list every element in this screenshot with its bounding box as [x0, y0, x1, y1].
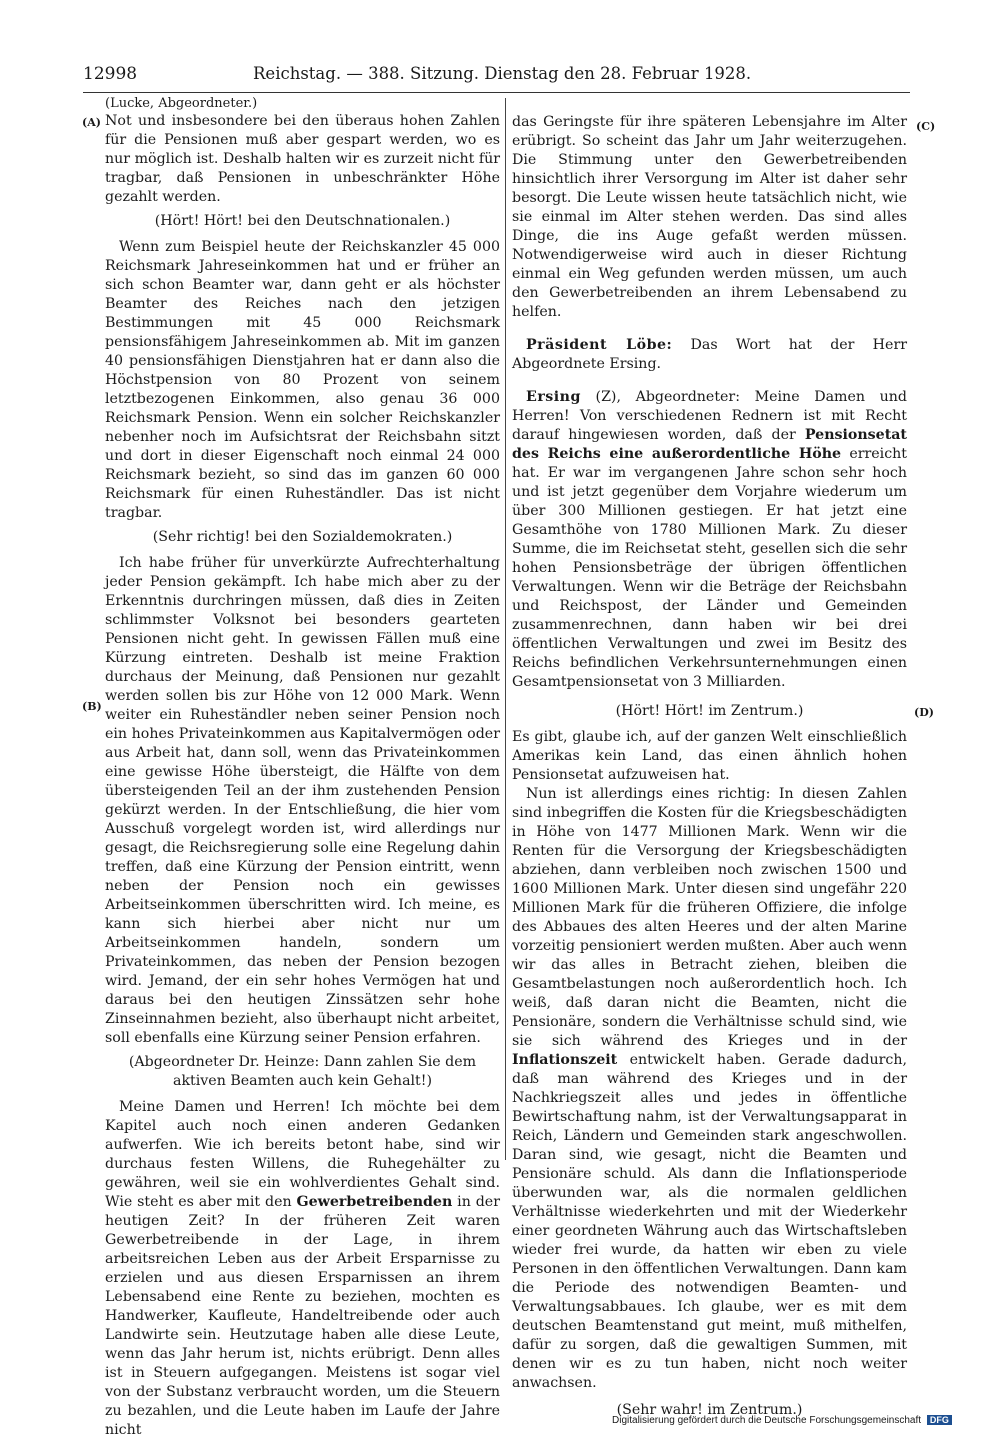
page-number: 12998: [83, 64, 138, 84]
speaker-continuation: (Lucke, Abgeordneter.): [105, 96, 258, 111]
paragraph: das Geringste für ihre späteren Lebensjahre im Alter erübrigt. So scheint das Jahr um Jahr weiterzugehen. Die Stimmung unter den Gewerbetreibenden hinsichtlich ihrer Versorgung im Alter ist daher sehr besorgt. Die Leute wissen heute tatsächlich nicht, wie sie einmal im Alter stehen werden. Das sind alles Dinge, die ins Auge gefaßt werden müssen. Notwendigerweise wird auch in dieser Richtung einmal ein Weg gefunden werden müssen, um auch den Gewerbetreibenden an ihrem Lebensabend zu helfen.: [512, 114, 907, 320]
paragraph: Wenn zum Beispiel heute der Reichskanzler 45 000 Reichsmark Jahreseinkommen hat und er früher an sich schon Beamter war, dann geht er als höchster Beamter des Reiches nach den jetzigen Bestimmungen mit 45 000 Reichsmark pensionsfähigem Jahreseinkommen ab. Mit im ganzen 40 pensionsfähigen Dienstjahren hat er dann also die Höchstpension von 80 Prozent von seinem letztbezogenen Einkommen, also genau 36 000 Reichsmark Pension. Wenn ein solcher Reichskanzler nebenher noch im Aufsichtsrat der Reichsbahn sitzt und dort in dieser Eigenschaft noch einmal 24 000 Reichsmark bezieht, so sind das im ganzen 60 000 Reichsmark für einen Ruheständler. Das ist nicht tragbar.: [105, 239, 500, 521]
margin-marker-d: (D): [914, 706, 934, 719]
running-title: Reichstag. — 388. Sitzung. Dienstag den 28. Februar 1928.: [253, 64, 752, 83]
margin-marker-a: (A): [82, 116, 101, 129]
emphasis: Gewerbetreibenden: [296, 1194, 453, 1210]
paragraph: [105, 1098, 500, 1440]
paragraph: Ich habe früher für unverkürzte Aufrechterhaltung jeder Pension gekämpft. Ich habe mich aber zu der Erkenntnis durchringen müssen, daß dies in Zeiten schlimmster Volksnot bei besonders gearteten Pensionen nicht geht. In gewissen Fällen muß eine Kürzung eintreten. Deshalb ist meine Fraktion durchaus der Meinung, daß Pensionen nur gezahlt werden sollen bis zur Höhe von 12 000 Mark. Wenn weiter ein Ruheständler neben seiner Pension noch ein hohes Privateinkommen aus Kapitalvermögen oder aus Arbeit hat, dann soll, wenn das Privateinkommen eine gewisse Höhe übersteigt, die Hälfte von dem übersteigenden Teil an der ihm zustehenden Pension gekürzt werden. In der Entschließung, die hier vom Ausschuß vorgelegt worden ist, wird allerdings nur gesagt, die Reichsregierung solle eine Regelung dahin treffen, daß eine Kürzung der Pension eintritt, wenn neben der Pension noch ein gewisses Arbeitseinkommen überschritten wird. Ich meine, es kann sich hierbei aber nicht nur um Arbeitseinkommen handeln, sondern um Privateinkommen, das neben der Pension bezogen wird. Jemand, der ein sehr hohes Vermögen hat und daraus bei den heutigen Zinssätzen sehr hohe Zinseinnahmen bezieht, also überhaupt nicht arbeitet, soll ebenfalls eine Kürzung seiner Pension erfahren.: [105, 555, 500, 1046]
paragraph-text: Meine Damen und Herren! Ich möchte bei dem Kapitel auch noch einen anderen Gedanken aufwerfen. Wie ich bereits betont habe, sind wir durchaus festen Willens, die Ruhegehälter zu gewähren, weil sie ein wohlverdientes Gehalt sind. Wie steht es aber mit den: [105, 1099, 500, 1210]
ersing-paragraph: [512, 388, 907, 692]
interjection: (Hört! Hört! bei den Deutschnationalen.): [154, 213, 451, 229]
emphasis: Inflationszeit: [512, 1052, 618, 1068]
interjection: (Hört! Hört! im Zentrum.): [615, 703, 804, 719]
speaker-name: Präsident Löbe:: [526, 337, 673, 353]
paragraph-text: entwickelt haben. Gerade dadurch, daß man während des Krieges und in der Nachkriegszeit alles und jedes in öffentliche Bewirtschaftung nahm, ist der Verwaltungsapparat in Reich, Ländern und Gemeinden stark angeschwollen. Daran sind, wie gesagt, nicht die Beamten und Pensionäre schuld. Als dann die Inflationsperiode überwunden war, als die normalen geldlichen Verhältnisse wiederkehrten und mit der Wiederkehr einer geordneten Währung auch das Wirtschaftsleben wieder frei wurde, da hatten wir eben zu viele Personen in den öffentlichen Verwaltungen. Dann kam die Periode des notwendigen Beamten- und Verwaltungsabbaues. Ich glaube, wer es mit dem deutschen Beamtenstand gut meint, muß mithelfen, dafür zu sorgen, daß die gewaltigen Summen, mit denen wir es zu tun haben, nicht noch weiter anwachsen.: [512, 1052, 907, 1391]
paragraph-text: Nun ist allerdings eines richtig: In diesen Zahlen sind inbegriffen die Kosten für die Kriegsbeschädigten in Höhe von 1477 Millionen Mark. Wenn wir die Renten für die Versorgung der Kriegsbeschädigten abziehen, dann verbleiben noch zwischen 1500 und 1600 Millionen Mark. Unter diesen sind ungefähr 220 Millionen Mark für die früheren Offiziere, die infolge des Abbaues des alten Heeres und der alten Marine vorzeitig pensioniert werden mußten. Aber auch wenn wir das alles in Betracht ziehen, bleiben die Gesamtbelastungen noch außerordentlich hoch. Ich weiß, daß daran nicht die Beamten, nicht die Pensionäre, sondern die Verhältnisse schuld sind, wie sie sich während des Krieges und in der: [512, 786, 907, 1049]
column-divider: [505, 98, 506, 1160]
margin-marker-c: (C): [916, 120, 936, 133]
interjection: (Sehr wahr! im Zentrum.): [616, 1402, 803, 1418]
paragraph: Es gibt, glaube ich, auf der ganzen Welt einschließlich Amerikas kein Land, das einen ähnlich hohen Pensionsetat aufzuweisen hat.: [512, 729, 907, 783]
paragraph: [512, 785, 907, 1393]
emphasis: Pensionsetat des Reichs eine außerordentliche Höhe: [512, 427, 907, 462]
paragraph-text: erreicht hat. Er war im vergangenen Jahre schon sehr hoch und ist jetzt gegenüber dem Vorjahre wiederum um über 300 Millionen gestiegen. Er hat jetzt eine Gesamthöhe von 1780 Millionen Mark. Zu dieser Summe, die im Reichsetat steht, gesellen sich die sehr hohen Pensionsbeträge der übrigen öffentlichen Verwaltungen. Wenn wir die Beträge der Reichsbahn und Reichspost, der Länder und Gemeinden zusammenrechnen, dann haben wir bei drei öffentlichen Verwaltungen und zwei im Besitz des Reichs befindlichen Verkehrsunternehmungen einen Gesamtpensionsetat von 3 Milliarden.: [512, 446, 907, 690]
paragraph: Not und insbesondere bei den überaus hohen Zahlen für die Pensionen muß aber gespart werden, wo es nur möglich ist. Deshalb halten wir es zurzeit nicht für tragbar, daß Pensionen in unbeschränkter Höhe gezahlt werden.: [105, 113, 500, 205]
right-column: [512, 96, 907, 1427]
interjection: (Sehr richtig! bei den Sozialdemokraten.): [152, 529, 453, 545]
header-rule: [83, 92, 910, 93]
paragraph-text: in der heutigen Zeit? In der früheren Zeit waren Gewerbetreibende in der Lage, in ihrem arbeitsreichen Leben aus der Arbeit Ersparnisse zu erzielen und aus diesen Ersparnissen an ihrem Lebensabend eine Rente zu beziehen, mochten es Handwerker, Kaufleute, Handeltreibende oder auch Landwirte sein. Heutzutage haben alle diese Leute, wenn das Jahr herum ist, nichts erübrigt. Denn alles ist in Steuern aufgegangen. Meistens ist sogar viel von der Substanz verbraucht worden, um die Steuern zu bezahlen, und die Leute haben im Laufe der Jahre nicht: [105, 1194, 500, 1438]
dfg-logo: DFG: [927, 1415, 952, 1425]
footer-text: Digitalisierung gefördert durch die Deutsche Forschungsgemeinschaft: [612, 1415, 922, 1426]
interjection: (Abgeordneter Dr. Heinze: Dann zahlen Sie dem aktiven Beamten auch kein Gehalt!): [128, 1054, 477, 1089]
speaker-name: Ersing: [526, 389, 581, 405]
paragraph-text: Das Wort hat der Herr Abgeordnete Ersing.: [512, 337, 908, 372]
president-paragraph: [512, 336, 907, 374]
page-header: [83, 64, 913, 94]
footer-credit: [612, 1415, 952, 1426]
paragraph-text: (Z), Abgeordneter: Meine Damen und Herren! Von verschiedenen Rednern ist mit Recht darauf hingewiesen worden, daß der: [512, 389, 907, 443]
margin-marker-b: (B): [82, 700, 102, 713]
left-column: [105, 96, 500, 1440]
